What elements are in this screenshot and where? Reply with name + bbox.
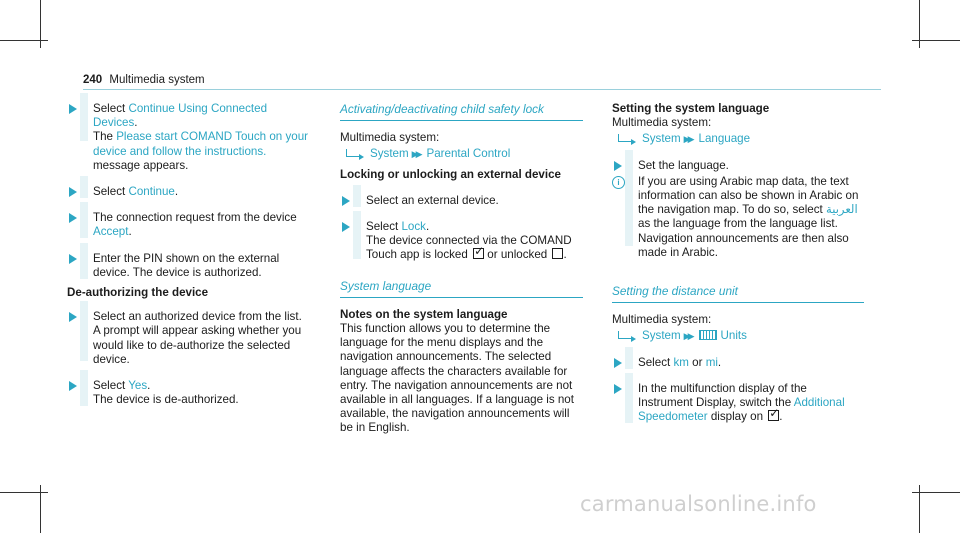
step-arrow-icon [69,104,77,114]
text: . [563,248,567,262]
list-item [67,252,310,280]
checkbox-empty-icon [552,248,563,259]
arabic-option[interactable]: العربية [825,203,858,217]
path-system[interactable]: System [642,329,681,343]
page-header [83,73,205,87]
text: Select [638,355,674,369]
text: or unlocked [484,248,551,262]
text: The device is de-authorized. [93,393,239,407]
path-system[interactable]: System [642,132,681,146]
step-arrow-icon [69,312,77,322]
section-name: Multimedia system [109,74,205,86]
menu-link-continue[interactable]: Continue [128,185,175,199]
path-arrow-icon [346,149,359,157]
section-rule [340,297,583,298]
list-item [67,379,310,407]
intro-text: Multimedia system: [340,131,440,145]
text: The device connected via the COMAND Touch app is locked [366,234,572,262]
section-rule [340,120,583,121]
page-number: 240 [83,74,103,86]
list-item [612,382,864,425]
list-item [67,310,310,367]
step-arrow-icon [614,358,622,368]
section-rule [612,302,864,303]
list-item [612,159,864,260]
text: Select an authorized device from the list. A prompt will appear asking whether you would like to de-authorize the selected device. [93,310,302,366]
text: as the language from the language list. Navigation announcements are then also made in Arabic. [638,217,849,259]
list-item [67,102,310,173]
text: . [134,116,138,130]
path-arrow-icon [618,331,631,339]
section-title: System language [340,278,432,293]
subheading: Setting the system language [612,102,770,115]
text: . [128,225,132,239]
text: The connection request from the device [93,211,297,225]
text: message appears. [93,158,189,172]
step-arrow-icon [342,196,350,206]
text: Select [93,185,129,199]
step-arrow-icon [614,161,622,171]
path-system[interactable]: System [370,147,409,161]
text: Enter the PIN shown on the external device. The device is authorized. [93,251,280,279]
list-item [340,194,583,208]
text: Select [366,220,402,234]
double-chevron-icon: ▶▶ [411,149,420,160]
text: . [174,185,179,199]
subheading: Notes on the system language [340,307,508,321]
list-item [67,211,310,239]
section-title: Activating/deactivating child safety lock [340,102,544,116]
menu-link-lock[interactable]: Lock [401,220,426,234]
intro-text: Multimedia system: [612,116,712,130]
text: Select [93,379,129,393]
option-km[interactable]: km [673,355,689,369]
list-item [340,220,583,263]
intro-text: Multimedia system: [612,313,712,327]
crop-mark [912,492,960,493]
column-left [67,100,310,407]
watermark: carmanualsonline.info [580,492,817,516]
text: or [688,355,706,369]
step-arrow-icon [69,254,77,264]
double-chevron-icon: ▶▶ [683,331,692,342]
text: . [147,379,151,393]
menu-link-continue-using[interactable]: Continue Using Connected Devices [93,102,268,130]
text: display on [707,410,767,424]
text: In the multifunction display of the Instrument Display, switch the [638,381,807,410]
path-parental-control[interactable]: Parental Control [426,147,511,161]
info-note [612,175,864,260]
text: If you are using Arabic map data, the text information can also be shown in Arabic on the navigation map. To do so, select [638,174,859,217]
step-arrow-icon [69,381,77,391]
menu-path [612,329,864,343]
column-right [612,100,864,424]
text: . [717,355,722,369]
ruler-icon [699,330,717,340]
list-item [67,185,310,199]
menu-path [340,147,583,161]
column-middle [340,100,583,436]
list-item [612,356,864,370]
crop-mark [912,40,960,41]
crop-mark [0,492,48,493]
text: . [779,410,783,424]
notes-body: This function allows you to determine the language for the menu displays and the navigation announcements. The selected language affects the characters available for entry. The navigation announcements are not available in all languages. If a language is not available, the navigation announcements will be in English. [340,322,574,435]
step-arrow-icon [69,213,77,223]
menu-path [612,132,864,146]
step-arrow-icon [69,187,77,197]
text: Select an external device. [366,193,499,207]
text: The [93,130,117,144]
menu-link-accept[interactable]: Accept [93,225,129,239]
text: Set the language. [638,158,729,172]
message-text: Please start COMAND Touch on your device and follow the instructions. [93,130,309,158]
text: . [425,220,430,234]
subheading: Locking or unlocking an external device [340,167,561,181]
path-language[interactable]: Language [698,132,751,146]
subheading: De-authorizing the device [67,286,209,300]
option-mi[interactable]: mi [705,355,718,369]
step-arrow-icon [342,222,350,232]
crop-mark [0,40,48,41]
step-arrow-icon [614,384,622,394]
text: Select [93,102,129,115]
checkbox-checked-icon [768,410,779,421]
double-chevron-icon: ▶▶ [683,134,692,145]
header-rule [83,89,881,90]
section-title: Setting the distance unit [612,284,738,299]
menu-link-additional-speedometer[interactable]: Additional Speedometer [638,396,845,424]
checkbox-checked-icon [473,248,484,259]
path-arrow-icon [618,134,631,142]
info-icon: i [612,176,625,189]
path-units[interactable]: Units [720,329,747,343]
menu-link-yes[interactable]: Yes [128,379,148,393]
